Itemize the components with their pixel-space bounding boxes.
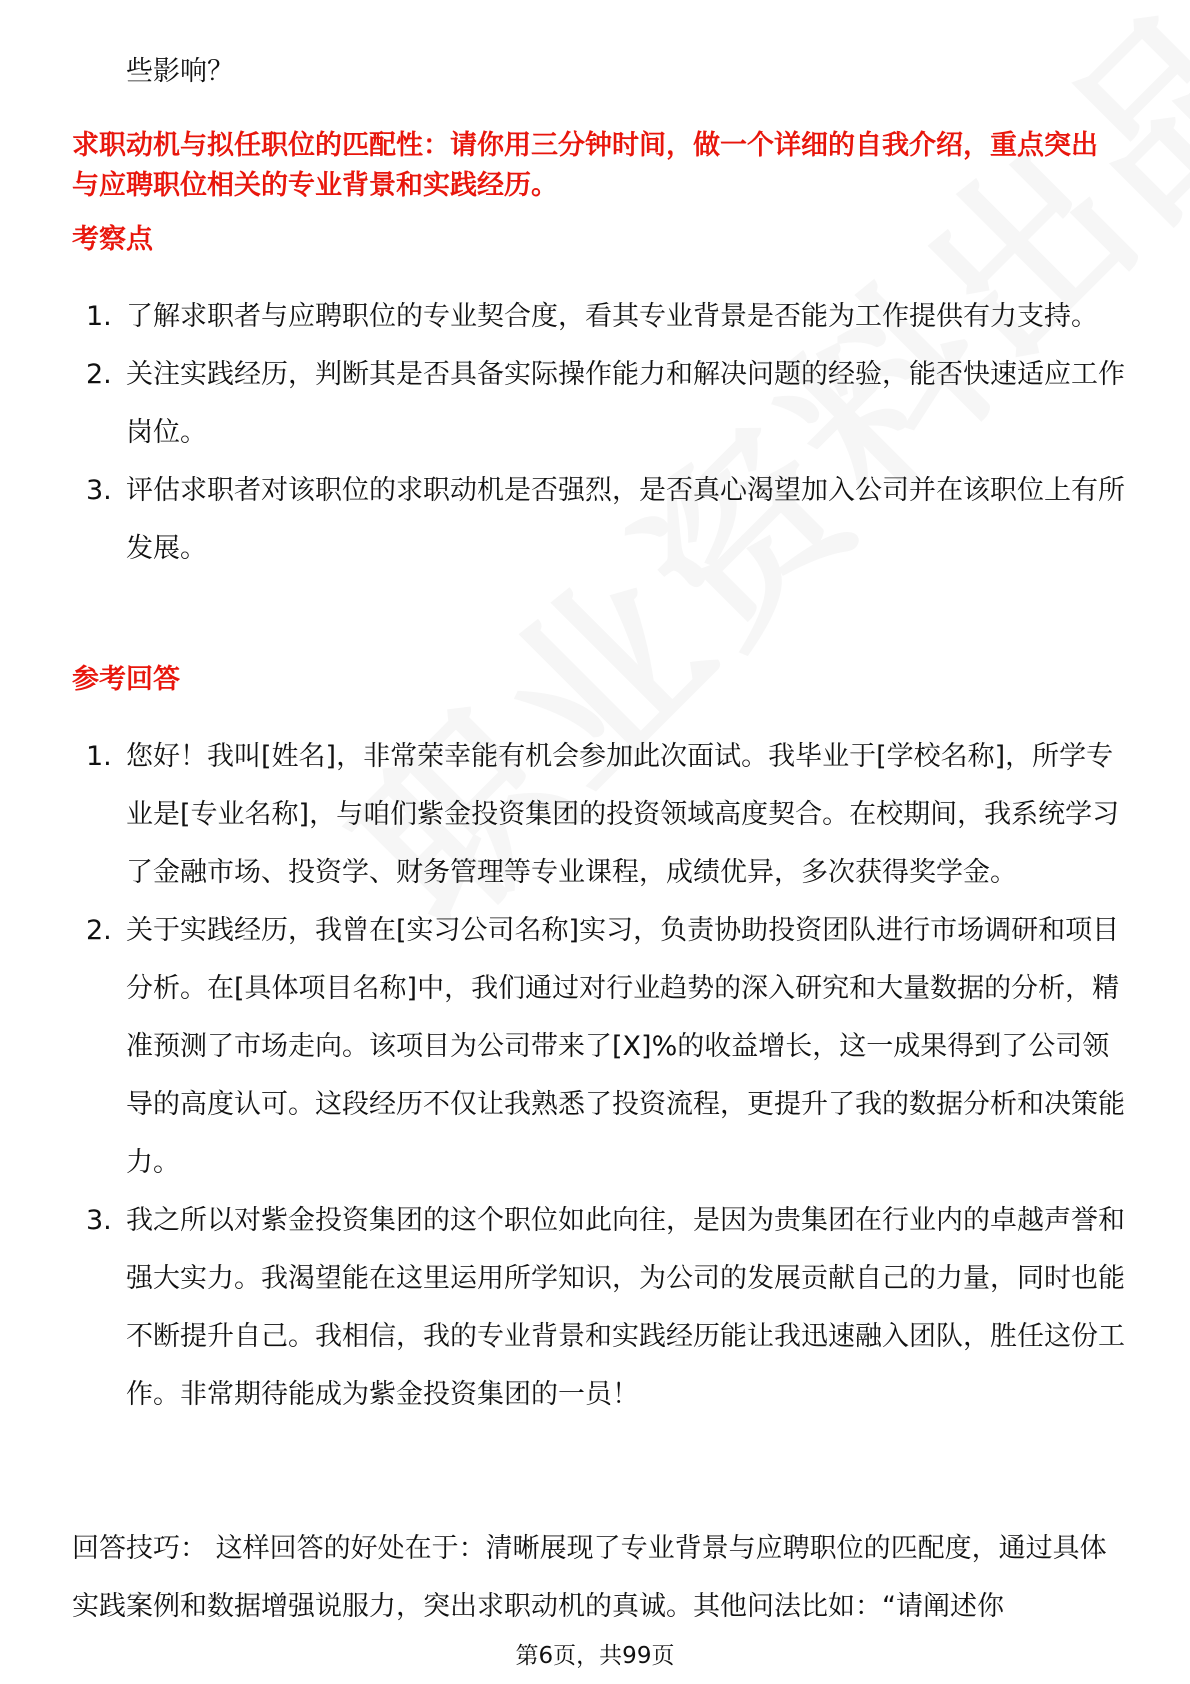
continuation-line: 些影响？ — [126, 56, 234, 87]
list-text: 我之所以对紫金投资集团的这个职位如此向往，是因为贵集团在行业内的卓越声誉和强大实力。我渴望能在这里运用所学知识，为公司的发展贡献自己的力量，同时也能不断提升自己。我相信，我的专业背景和实践经历能让我迅速融入团队，胜任这份工作。非常期待能成为紫金投资集团的一员！ — [126, 1205, 1125, 1410]
list-text: 您好！我叫[姓名]，非常荣幸能有机会参加此次面试。我毕业于[学校名称]，所学专业是[专业名称]，与咱们紫金投资集团的投资领域高度契合。在校期间，我系统学习了金融市场、投资学、财务管理等专业课程，成绩优异，多次获得奖学金。 — [126, 741, 1120, 888]
list-text: 关于实践经历，我曾在[实习公司名称]实习，负责协助投资团队进行市场调研和项目分析。在[具体项目名称]中，我们通过对行业趋势的深入研究和大量数据的分析，精准预测了市场走向。该项目为公司带来了[X]%的收益增长，这一成果得到了公司领导的高度认可。这段经历不仅让我熟悉了投资流程，更提升了我的数据分析和决策能力。 — [126, 915, 1125, 1178]
list-item — [86, 902, 1126, 1192]
list-item — [86, 728, 1126, 902]
list-number: 2. — [86, 359, 112, 390]
points-list — [86, 288, 1126, 578]
list-text: 评估求职者对该职位的求职动机是否强烈，是否真心渴望加入公司并在该职位上有所发展。 — [126, 475, 1125, 564]
list-number: 2. — [86, 915, 112, 946]
list-number: 3. — [86, 1205, 112, 1236]
list-item — [86, 288, 1126, 346]
list-number: 1. — [86, 301, 112, 332]
list-text: 了解求职者与应聘职位的专业契合度，看其专业背景是否能为工作提供有力支持。 — [126, 301, 1098, 332]
page-footer: 第6页，共99页 — [515, 1643, 675, 1669]
list-number: 1. — [86, 741, 112, 772]
list-item — [86, 462, 1126, 578]
answer-heading: 参考回答 — [72, 664, 180, 695]
list-text: 关注实践经历，判断其是否具备实际操作能力和解决问题的经验，能否快速适应工作岗位。 — [126, 359, 1125, 448]
list-item — [86, 346, 1126, 462]
answer-tip: 回答技巧： 这样回答的好处在于：清晰展现了专业背景与应聘职位的匹配度，通过具体实践案例和数据增强说服力，突出求职动机的真诚。其他问法比如：“请阐述你 — [72, 1533, 1107, 1622]
list-number: 3. — [86, 475, 112, 506]
list-item — [86, 1192, 1126, 1424]
answer-list — [86, 728, 1126, 1424]
question-text: 求职动机与拟任职位的匹配性：请你用三分钟时间，做一个详细的自我介绍，重点突出与应聘职位相关的专业背景和实践经历。 — [72, 130, 1098, 201]
points-heading: 考察点 — [72, 224, 153, 255]
